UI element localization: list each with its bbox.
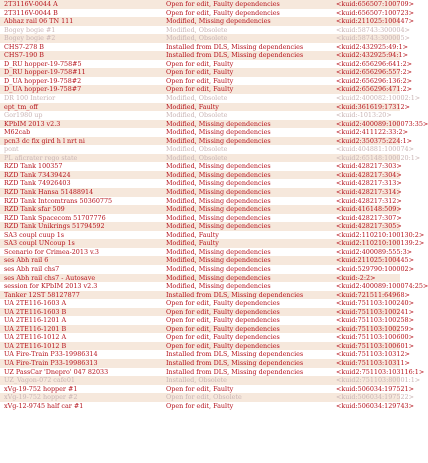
asset-kuid: <kuid:211025:100447> <box>336 17 414 26</box>
asset-kuid: <kuid2:350375:224:1> <box>336 136 413 145</box>
asset-kuid: <kuid:428217:304> <box>336 170 402 179</box>
asset-status: Modified, Missing dependencies <box>166 128 271 137</box>
asset-kuid: <kuid2:656296:641:2> <box>336 59 413 68</box>
asset-name: RZD Tank 74926403 <box>4 179 71 188</box>
asset-kuid: <kuid:58743:300005> <box>336 34 410 43</box>
list-item[interactable] <box>0 239 425 248</box>
asset-name: D_UA hopper-19-758#2 <box>4 76 82 85</box>
list-item[interactable] <box>0 153 421 163</box>
asset-name: CHS7-190 B <box>4 51 44 60</box>
asset-status: Open for edit, Faulty dependencies <box>166 341 280 350</box>
asset-kuid: <kuid2:400089:555:3> <box>336 247 413 256</box>
asset-kuid: <kuid:506034:129743> <box>336 401 414 410</box>
list-item[interactable] <box>0 324 414 334</box>
asset-name: RZD Tank Unikrings 51794592 <box>4 222 105 231</box>
asset-name: PL aficrater rego state <box>4 153 78 162</box>
asset-status: Modified, Missing dependencies <box>166 17 271 26</box>
asset-name: Bogey bogie #1 <box>4 25 56 34</box>
asset-kuid: <kuid2:400082:10002:1> <box>336 94 421 103</box>
asset-status: Modified, Missing dependencies <box>166 119 271 128</box>
asset-status: Modified, Obsolete <box>166 145 228 154</box>
asset-name: UA 2TE116-1012 A <box>4 333 67 342</box>
asset-kuid: <kuid:404881:100074> <box>336 145 414 154</box>
asset-status: Modified, Missing dependencies <box>166 264 271 273</box>
asset-status: Open for edit, Faulty <box>166 85 234 94</box>
list-item[interactable] <box>0 264 414 274</box>
asset-status: Installed from DLS, Missing dependencies <box>166 350 304 359</box>
asset-name: xVg-12-9745 half car #1 <box>4 401 84 410</box>
asset-status: Modified, Missing dependencies <box>166 205 271 214</box>
asset-status: Installed from DLS, Missing dependencies <box>166 42 304 51</box>
list-item[interactable] <box>0 290 410 300</box>
asset-name: Gor1980 up <box>4 111 43 120</box>
list-item[interactable] <box>0 76 413 86</box>
asset-kuid: <kuid:751103:10312> <box>336 350 410 359</box>
list-item[interactable] <box>0 358 410 368</box>
asset-status: Open for edit, Obsolete <box>166 393 242 402</box>
list-item[interactable] <box>0 51 408 60</box>
asset-name: xVg-19-752 hopper #1 <box>4 384 78 393</box>
list-item[interactable] <box>0 179 400 188</box>
asset-status: Modified, Faulty <box>166 239 219 248</box>
asset-status: Modified, Missing dependencies <box>166 213 271 222</box>
asset-kuid: <kuid2:432925:49:1> <box>336 42 408 51</box>
asset-kuid: <kuid2:65148:100020:1> <box>336 153 421 162</box>
asset-kuid: <kuid:361619:17312> <box>336 102 410 111</box>
list-item[interactable] <box>0 214 400 223</box>
list-item[interactable] <box>0 94 421 103</box>
list-item[interactable] <box>0 307 414 317</box>
asset-status: Modified, Missing dependencies <box>166 282 271 291</box>
asset-status: Open for edit, Faulty dependencies <box>166 299 280 308</box>
asset-kuid: <kuid:416148:509> <box>336 205 402 214</box>
list-item[interactable] <box>0 188 400 197</box>
asset-name: UA 2TE116-1201 A <box>4 316 67 325</box>
asset-status: Modified, Missing dependencies <box>166 196 271 205</box>
asset-name: pont <box>4 145 19 154</box>
list-item[interactable] <box>0 401 414 411</box>
list-item[interactable] <box>0 299 414 308</box>
asset-kuid: <kuid:428217:312> <box>336 196 402 205</box>
asset-status: Installed from DLS, Missing dependencies <box>166 358 304 367</box>
list-item[interactable] <box>0 34 410 43</box>
asset-status: Modified, Missing dependencies <box>166 170 271 179</box>
asset-kuid: <kuid:656507:100709> <box>336 0 414 8</box>
list-item[interactable] <box>0 102 410 112</box>
list-item[interactable] <box>0 333 414 342</box>
asset-status: Modified, Obsolete <box>166 111 228 120</box>
asset-name: session for KPbIM 2013 v2.3 <box>4 282 98 291</box>
asset-kuid: <kuid:751103:10311> <box>336 358 410 367</box>
asset-name: UA Fire-Train P33-19986313 <box>4 358 98 367</box>
list-item[interactable] <box>0 256 414 265</box>
list-item[interactable] <box>0 341 414 351</box>
asset-kuid: <kuid2:411122:33:2> <box>336 128 408 137</box>
asset-kuid: <kuid:428217:307> <box>336 213 402 222</box>
asset-status: Modified, Missing dependencies <box>166 222 271 231</box>
asset-name: Tanker 12ST 58127877 <box>4 290 80 299</box>
asset-name: UA 2TE116-1201 B <box>4 324 67 333</box>
asset-status: Open for edit, Faulty dependencies <box>166 0 280 8</box>
asset-kuid: <kuid:751103:100259> <box>336 324 414 333</box>
asset-status: Open for edit, Faulty dependencies <box>166 307 280 316</box>
list-item[interactable] <box>0 68 413 77</box>
asset-status: Modified, Missing dependencies <box>166 273 271 282</box>
asset-name: M62cab <box>4 128 31 137</box>
asset-status: Modified, Missing dependencies <box>166 179 271 188</box>
asset-kuid: <kuid:751103:100601> <box>336 341 414 350</box>
asset-status: Open for edit, Faulty <box>166 384 234 393</box>
asset-status: Modified, Faulty <box>166 230 219 239</box>
asset-kuid: <kuid:428217:314> <box>336 188 402 197</box>
asset-name: UA 2TE116-1603 B <box>4 307 67 316</box>
asset-status: Open for edit, Faulty <box>166 76 234 85</box>
list-item[interactable] <box>0 171 400 180</box>
asset-status: Modified, Obsolete <box>166 34 228 43</box>
asset-name: RZD Tank 73439424 <box>4 170 71 179</box>
asset-kuid: <kuid2:400089:100074:25> <box>336 282 428 291</box>
asset-kuid: <kuid2:656296:557:2> <box>336 68 413 77</box>
list-item[interactable] <box>0 282 428 291</box>
asset-kuid: <kuid2:751103:103116:1> <box>336 367 425 376</box>
asset-kuid: <kuid:751103:100258> <box>336 316 414 325</box>
asset-name: ses Abh rail chs7 - Autosave <box>4 273 96 282</box>
list-item[interactable] <box>0 42 408 52</box>
asset-kuid: <kuid2:110210:100139:2> <box>336 239 425 248</box>
asset-name: UA Fire-Train P33-19986314 <box>4 350 98 359</box>
asset-kuid: <kuid2:751103:80001:1> <box>336 376 421 385</box>
asset-name: ses Abh rail 6 <box>4 256 49 265</box>
list-item[interactable] <box>0 230 425 240</box>
asset-name: RZD Tank Spacecom 51707776 <box>4 213 106 222</box>
asset-kuid: <kuid2:400089:100073:35> <box>336 119 428 128</box>
asset-kuid: <kuid:58743:300004> <box>336 25 410 34</box>
list-item[interactable] <box>0 247 413 257</box>
asset-name: UA 2TE116-1603 A <box>4 299 67 308</box>
list-item[interactable] <box>0 162 400 171</box>
asset-status: Modified, Missing dependencies <box>166 247 271 256</box>
asset-kuid: <kuid:656507:100723> <box>336 8 414 17</box>
list-item[interactable] <box>0 222 400 231</box>
asset-kuid: <kuid:428217:313> <box>336 179 402 188</box>
asset-name: UZ PassCar 'Dnepro' 047 82033 <box>4 367 109 376</box>
asset-status: Modified, Missing dependencies <box>166 256 271 265</box>
asset-name: RZD Tank sfar 509 <box>4 205 65 214</box>
asset-kuid: <kuid:428217:305> <box>336 222 402 231</box>
asset-kuid: <kuid:-1013:20> <box>336 111 392 120</box>
list-item[interactable] <box>0 197 400 206</box>
asset-status: Installed, Obsolete <box>166 376 227 385</box>
asset-name: SA3 coupl cuup 1s <box>4 230 65 239</box>
asset-kuid: <kuid2:432925:94:1> <box>336 51 408 60</box>
list-item[interactable] <box>0 8 414 18</box>
asset-status: Modified, Faulty <box>166 102 219 111</box>
list-item[interactable] <box>0 205 400 214</box>
asset-status: Modified, Missing dependencies <box>166 136 271 145</box>
list-item[interactable] <box>0 136 413 146</box>
asset-kuid: <kuid:751103:100241> <box>336 307 414 316</box>
asset-kuid: <kuid:428217:303> <box>336 162 402 171</box>
asset-name: RZD Tank Hansa 51488914 <box>4 188 94 197</box>
asset-kuid: <kuid:-2:2> <box>336 273 376 282</box>
asset-status: Open for edit, Faulty <box>166 68 234 77</box>
list-item[interactable] <box>0 17 414 26</box>
list-item[interactable] <box>0 367 425 377</box>
asset-status: Modified, Obsolete <box>166 25 228 34</box>
asset-status: Open for edit, Faulty <box>166 59 234 68</box>
asset-name: ses Abh rail chs7 <box>4 264 60 273</box>
asset-status: Modified, Obsolete <box>166 153 228 162</box>
asset-kuid: <kuid:529790:100002> <box>336 264 414 273</box>
asset-kuid: <kuid:751103:100240> <box>336 299 414 308</box>
list-item[interactable] <box>0 350 410 359</box>
asset-status: Open for edit, Faulty dependencies <box>166 324 280 333</box>
list-item[interactable] <box>0 25 410 35</box>
asset-name: D_RU hopper-19-758#5 <box>4 59 82 68</box>
asset-name: UA 2TE116-1012 B <box>4 341 67 350</box>
asset-status: Open for edit, Faulty dependencies <box>166 8 280 17</box>
asset-name: KPbIM 2013 v2.3 <box>4 119 61 128</box>
asset-name: Scenario for Crimea-2013 v.3 <box>4 247 99 256</box>
list-item[interactable] <box>0 111 400 120</box>
list-item[interactable] <box>0 0 414 9</box>
asset-kuid: <kuid2:110210:100130:2> <box>336 230 425 239</box>
asset-name: xVg-19-752 hopper #2 <box>4 393 78 402</box>
asset-kuid: <kuid:721511:64968> <box>336 290 410 299</box>
list-item[interactable] <box>0 384 414 394</box>
asset-name: Abhaz rail 06 TN 111 <box>4 17 74 26</box>
list-item[interactable] <box>0 59 413 69</box>
asset-name: D_RU hopper-19-758#11 <box>4 68 86 77</box>
asset-status: Modified, Missing dependencies <box>166 162 271 171</box>
asset-kuid: <kuid:211025:100445> <box>336 256 414 265</box>
list-item[interactable] <box>0 274 400 283</box>
list-item[interactable] <box>0 85 413 94</box>
list-item[interactable] <box>0 145 414 154</box>
asset-kuid: <kuid:506034:197522> <box>336 393 414 402</box>
asset-status: Installed from DLS, Missing dependencies <box>166 290 304 299</box>
asset-status: Modified, Missing dependencies <box>166 188 271 197</box>
asset-name: RZD Tank Intcomtrans 50360775 <box>4 196 113 205</box>
asset-kuid: <kuid2:656296:471:2> <box>336 85 413 94</box>
asset-name: 2T3116V-0044 A <box>4 0 58 8</box>
asset-name: SA3 coupl UNcoup 1s <box>4 239 75 248</box>
asset-name: pcn3 dc fix gird h l nrt ni <box>4 136 85 145</box>
asset-status: Open for edit, Faulty <box>166 401 234 410</box>
asset-name: D_UA hopper-19-758#7 <box>4 85 82 94</box>
asset-kuid: <kuid:751103:100600> <box>336 333 414 342</box>
asset-name: Bogey bogie #2 <box>4 34 56 43</box>
asset-status: Installed from DLS, Missing dependencies <box>166 51 304 60</box>
list-item[interactable] <box>0 376 421 385</box>
list-item[interactable] <box>0 316 414 325</box>
list-item[interactable] <box>0 393 414 402</box>
asset-name: DR 100 Interior <box>4 94 56 103</box>
asset-name: 2T3116V-0044 B <box>4 8 58 17</box>
asset-name: ept_tm_off <box>4 102 38 111</box>
asset-status: Open for edit, Faulty dependencies <box>166 316 280 325</box>
asset-name: UZ_Vagon-072 cafe01 <box>4 376 75 385</box>
asset-name: RZD Tank 100357 <box>4 162 63 171</box>
asset-status: Open for edit, Faulty dependencies <box>166 333 280 342</box>
list-item[interactable] <box>0 119 428 129</box>
list-item[interactable] <box>0 128 408 137</box>
asset-status: Modified, Obsolete <box>166 94 228 103</box>
asset-kuid: <kuid:506034:197521> <box>336 384 414 393</box>
asset-status: Installed from DLS, Missing dependencies <box>166 367 304 376</box>
asset-kuid: <kuid2:656296:136:2> <box>336 76 413 85</box>
asset-name: CHS7-278 B <box>4 42 44 51</box>
